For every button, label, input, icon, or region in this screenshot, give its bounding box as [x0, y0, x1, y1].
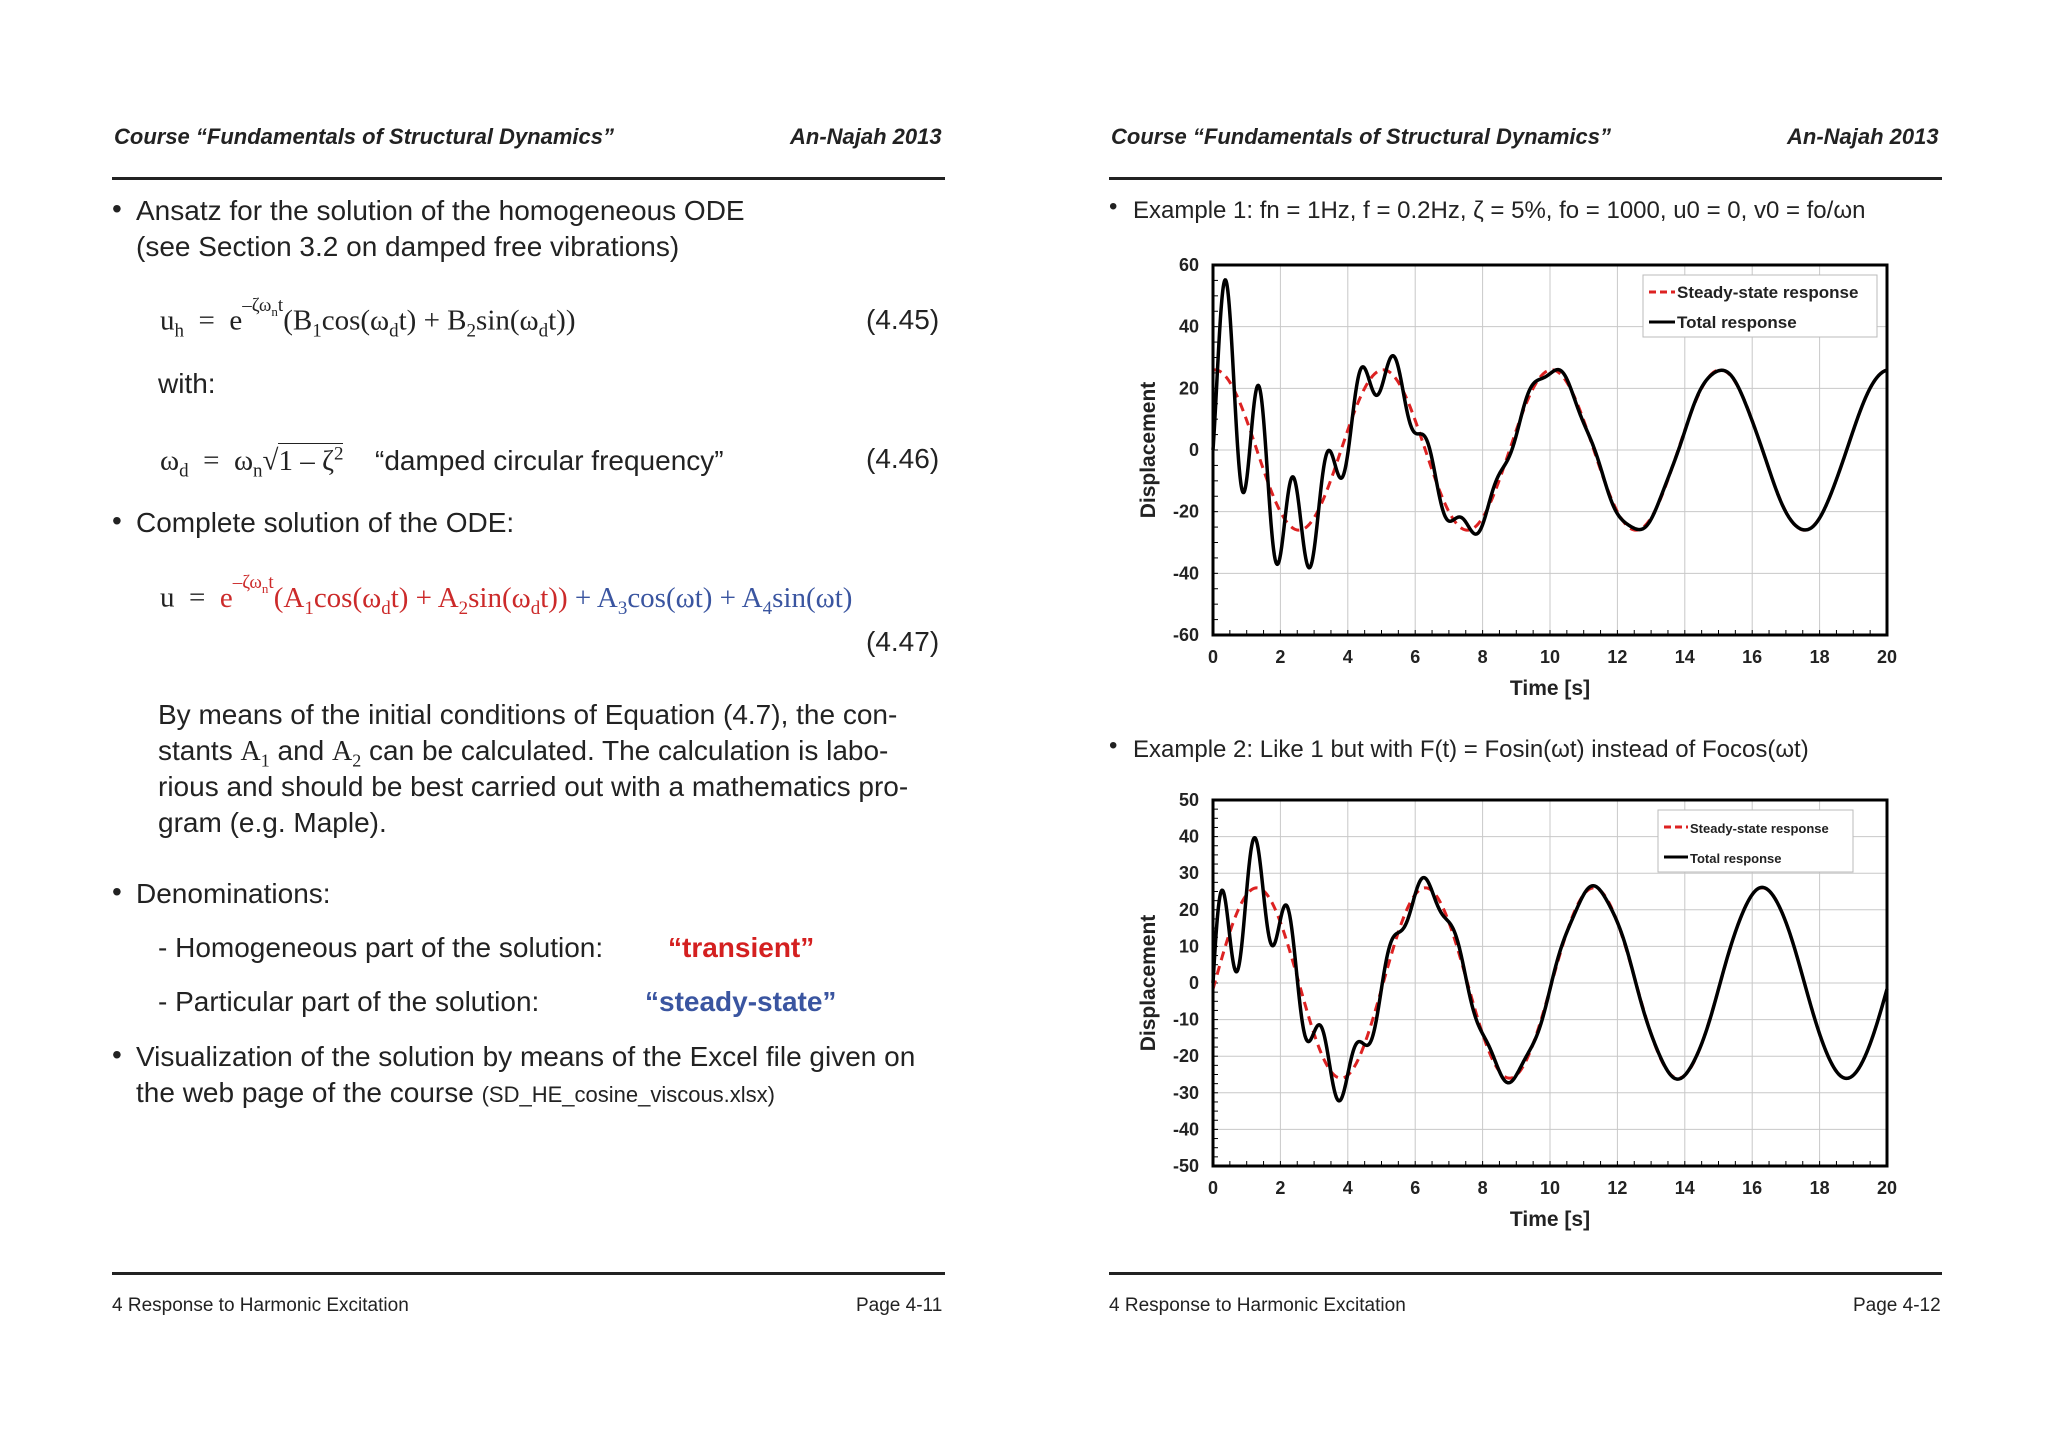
y-axis-label: Displacement — [1137, 914, 1160, 1052]
y-tick-label: 20 — [1178, 378, 1199, 399]
y-tick-label: 60 — [1178, 255, 1199, 275]
x-tick-label: 12 — [1607, 1178, 1628, 1198]
x-tick-label: 6 — [1410, 647, 1421, 667]
x-tick-label: 8 — [1477, 647, 1488, 667]
bullet2: Complete solution of the ODE: — [136, 507, 515, 538]
x-axis-label: Time [s] — [1509, 677, 1591, 700]
bullet-dot: • — [112, 505, 122, 536]
x-tick-label: 2 — [1275, 1178, 1286, 1198]
x-tick-label: 8 — [1477, 1178, 1488, 1198]
bullet-dot: • — [112, 1039, 122, 1070]
bullet-dot: • — [112, 876, 122, 907]
x-tick-label: 2 — [1275, 647, 1286, 667]
eq445-label: (4.45) — [866, 304, 940, 335]
paragraph-line4: gram (e.g. Maple). — [158, 807, 387, 838]
y-tick-label: -40 — [1172, 563, 1199, 584]
left-footer-rule — [112, 1272, 945, 1275]
paragraph-line2: stants $A_1$ and $A_2$ can be calculated. The calculation is labo- — [158, 735, 889, 771]
y-tick-label: -20 — [1172, 501, 1199, 522]
example2-text: Example 2: Like 1 but with F(t) = Fosin(ωt) instead of Focos(ωt) — [1133, 736, 1809, 763]
x-tick-label: 12 — [1607, 647, 1628, 667]
equation-4-47: $u = e^{-\zeta\omega_nt}(A_1\cos(\omega_dt) + A_2\sin(\omega_dt)) + A_3\cos(\omega t) + A_4\sin(\omega t)$ — [160, 572, 853, 619]
y-tick-label: -50 — [1172, 1156, 1199, 1176]
y-axis-label: Displacement — [1137, 381, 1160, 519]
left-footer-right: Page 4-11 — [856, 1295, 943, 1316]
legend-label: Total response — [1677, 313, 1797, 332]
bullet1-line1: Ansatz for the solution of the homogeneous ODE — [136, 195, 745, 226]
chart-example2 — [1000, 785, 2048, 1255]
x-tick-label: 10 — [1539, 1178, 1561, 1198]
bullet-dot: • — [112, 193, 122, 224]
x-tick-label: 4 — [1342, 1178, 1353, 1198]
right-header-rule — [1109, 177, 1942, 180]
x-tick-label: 16 — [1742, 1178, 1763, 1198]
x-tick-label: 14 — [1674, 647, 1695, 667]
left-footer-left: 4 Response to Harmonic Excitation — [112, 1295, 409, 1316]
sub1-value: “transient” — [668, 932, 815, 963]
left-header-right: An-Najah 2013 — [790, 124, 942, 149]
x-tick-label: 10 — [1539, 647, 1561, 667]
x-tick-label: 20 — [1876, 1178, 1898, 1198]
bullet4-line1: Visualization of the solution by means of the Excel file given on — [136, 1041, 916, 1072]
eq447-label: (4.47) — [866, 626, 940, 657]
y-tick-label: 40 — [1178, 316, 1199, 337]
bullet1-line2: (see Section 3.2 on damped free vibrations) — [136, 231, 680, 262]
bullet4-line2: the web page of the course (SD_HE_cosine_viscous.xlsx) — [136, 1077, 776, 1108]
paragraph-line3: rious and should be best carried out with a mathematics pro- — [158, 771, 909, 802]
y-tick-label: 0 — [1188, 973, 1199, 993]
bullet-dot: • — [1109, 732, 1118, 759]
y-tick-label: 20 — [1178, 899, 1199, 920]
left-page — [0, 0, 1000, 1448]
y-tick-label: 50 — [1178, 790, 1199, 810]
paragraph-line1: By means of the initial conditions of Equation (4.7), the con- — [158, 699, 898, 730]
right-footer-left: 4 Response to Harmonic Excitation — [1109, 1295, 1406, 1316]
x-tick-label: 6 — [1410, 1178, 1421, 1198]
y-tick-label: -30 — [1172, 1082, 1199, 1103]
left-header-rule — [112, 177, 945, 180]
chart-example1 — [1000, 245, 2048, 715]
x-tick-label: 16 — [1742, 647, 1763, 667]
legend-label: Steady-state response — [1677, 283, 1859, 302]
y-tick-label: 40 — [1178, 826, 1199, 847]
right-header-title: Course “Fundamentals of Structural Dynamics” — [1111, 124, 1611, 149]
equation-4-45: $u_h = e^{-\zeta\omega_nt}(B_1\cos(\omega_dt) + B_2\sin(\omega_dt))$ — [160, 295, 576, 342]
x-tick-label: 20 — [1876, 647, 1898, 667]
legend-label: Total response — [1690, 851, 1782, 866]
right-page — [1000, 0, 2048, 1448]
eq446-label: (4.46) — [866, 443, 940, 474]
bullet3: Denominations: — [136, 878, 331, 909]
with-label: with: — [158, 368, 216, 399]
bullet-dot: • — [1109, 193, 1118, 220]
x-tick-label: 4 — [1342, 647, 1353, 667]
x-tick-label: 0 — [1207, 1178, 1219, 1198]
y-tick-label: -10 — [1172, 1009, 1199, 1030]
y-tick-label: 10 — [1178, 936, 1199, 957]
eq446-text: “damped circular frequency” — [375, 445, 724, 476]
sub2-label: - Particular part of the solution: — [158, 986, 540, 1017]
x-tick-label: 0 — [1207, 647, 1219, 667]
x-tick-label: 18 — [1809, 1178, 1830, 1198]
example1-text: Example 1: fn = 1Hz, f = 0.2Hz, ζ = 5%, fo = 1000, u0 = 0, v0 = fo/ωn — [1133, 197, 1866, 224]
y-tick-label: 0 — [1188, 440, 1199, 460]
x-tick-label: 14 — [1674, 1178, 1695, 1198]
x-tick-label: 18 — [1809, 647, 1830, 667]
x-axis-label: Time [s] — [1509, 1208, 1591, 1231]
y-tick-label: 30 — [1178, 863, 1199, 884]
y-tick-label: -20 — [1172, 1046, 1199, 1067]
equation-4-46: $\omega_d = \omega_n√1 - \zeta^2$ — [160, 443, 344, 482]
sub2-value: “steady-state” — [645, 986, 837, 1017]
sub1-label: - Homogeneous part of the solution: — [158, 932, 604, 963]
right-footer-right: Page 4-12 — [1853, 1295, 1941, 1316]
legend-label: Steady-state response — [1690, 821, 1829, 836]
left-header-title: Course “Fundamentals of Structural Dynamics” — [114, 124, 614, 149]
right-header-right: An-Najah 2013 — [1787, 124, 1939, 149]
y-tick-label: -60 — [1172, 625, 1199, 645]
right-footer-rule — [1109, 1272, 1942, 1275]
y-tick-label: -40 — [1172, 1119, 1199, 1140]
